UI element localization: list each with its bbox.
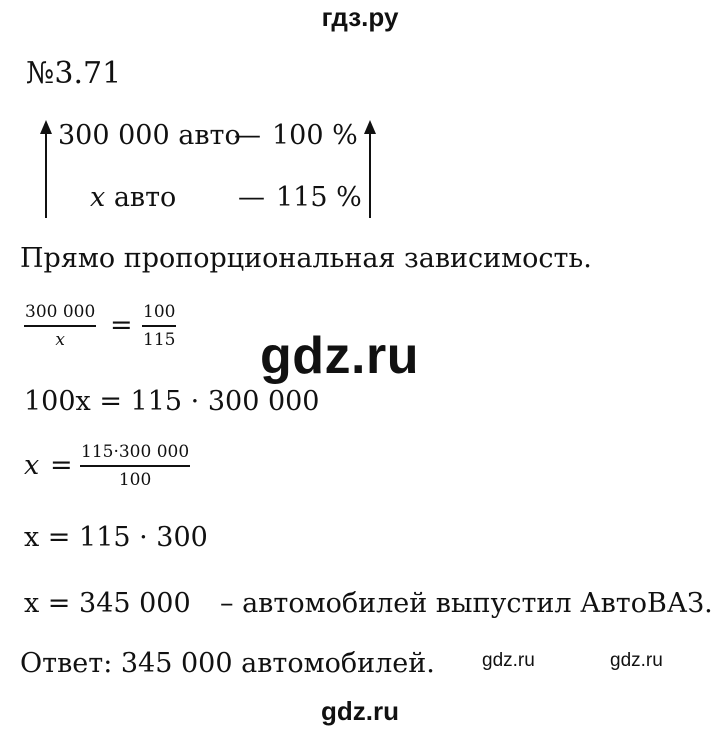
proportion-row2-unit: авто bbox=[105, 182, 177, 213]
footer-watermark: gdz.ru bbox=[321, 696, 399, 726]
statement: Прямо пропорциональная зависимость. bbox=[20, 243, 592, 274]
variable-x: x bbox=[90, 182, 106, 213]
eq1-left-numerator: 300 000 bbox=[25, 302, 96, 322]
eq1-sign: = bbox=[110, 310, 133, 341]
problem-number: №3.71 bbox=[26, 56, 122, 91]
eq2: 100x = 115 · 300 000 bbox=[24, 386, 320, 417]
eq1-left-fraction bbox=[24, 302, 96, 350]
fraction-bar bbox=[142, 325, 176, 327]
proportion-row2-left bbox=[90, 182, 176, 213]
eq1-left-denominator: x bbox=[55, 329, 65, 350]
small-watermark-left: gdz.ru bbox=[482, 650, 535, 671]
proportion-row1-right: 100 % bbox=[272, 120, 358, 151]
small-watermark-right: gdz.ru bbox=[610, 650, 663, 671]
left-arrow-head bbox=[40, 120, 52, 134]
eq1-right-fraction bbox=[142, 302, 176, 350]
fraction-bar bbox=[80, 465, 190, 467]
eq5-expression: x = 345 000 bbox=[24, 588, 191, 619]
eq3-fraction bbox=[80, 442, 190, 490]
answer: Ответ: 345 000 автомобилей. bbox=[20, 648, 435, 679]
eq3-numerator: 115·300 000 bbox=[81, 442, 190, 462]
center-watermark: gdz.ru bbox=[260, 327, 419, 385]
fraction-bar bbox=[24, 325, 96, 327]
eq1-right-denominator: 115 bbox=[143, 329, 176, 350]
eq5-comment: – автомобилей выпустил АвтоВАЗ. bbox=[220, 588, 713, 619]
eq3-sign: = bbox=[50, 450, 73, 481]
eq3-denominator: 100 bbox=[118, 469, 152, 490]
proportion-row1-dash: — bbox=[234, 120, 261, 151]
proportion-row2-right: 115 % bbox=[276, 182, 362, 213]
proportion-row2-dash: — bbox=[238, 182, 265, 213]
header-watermark: гдз.ру bbox=[321, 2, 399, 32]
eq1-right-numerator: 100 bbox=[143, 302, 176, 322]
eq4: x = 115 · 300 bbox=[24, 522, 208, 553]
right-arrow-head bbox=[364, 120, 376, 134]
eq3-var: x bbox=[24, 450, 40, 481]
proportion-row1-left: 300 000 авто bbox=[58, 120, 241, 151]
